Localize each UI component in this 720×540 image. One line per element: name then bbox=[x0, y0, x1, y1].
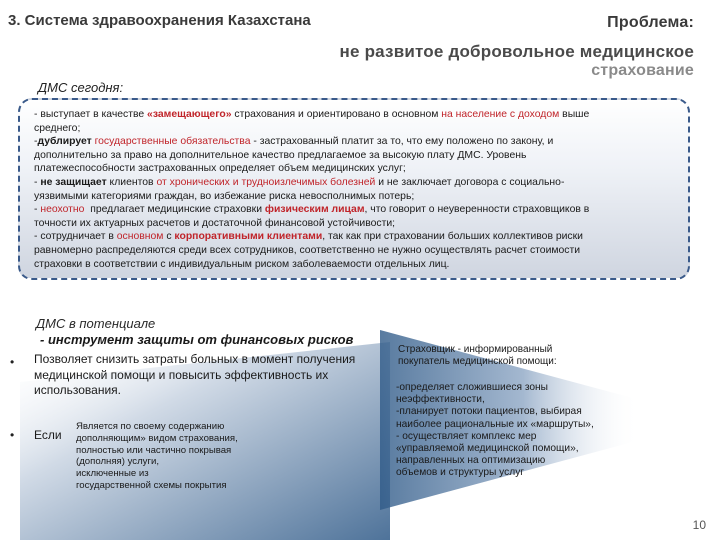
today-text-line bbox=[34, 190, 682, 204]
today-text-segment: - застрахованный платит за то, что ему положено по закону, и bbox=[250, 136, 554, 148]
today-text-segment: страхования и ориентировано в основном bbox=[231, 109, 442, 120]
insurer-list-line: -планирует потоки пациентов, выбирая bbox=[396, 406, 582, 418]
problem-title: Проблема: bbox=[607, 14, 694, 31]
slide-title: 3. Система здравоохранения Казахстана bbox=[8, 12, 311, 29]
today-text-line bbox=[34, 217, 682, 231]
bullet1-text: Позволяет снизить затраты больных в момент получения медицинской помощи и повысить эффективность их использования. bbox=[34, 352, 356, 397]
today-text-segment: страховки в соответствии с индивидуальным риском заболеваемости отдельных лиц. bbox=[34, 258, 450, 270]
note-line: государственной схемы покрытия bbox=[76, 479, 227, 491]
today-text-segment: - выступает в качестве bbox=[34, 109, 148, 120]
insurer-functions-list bbox=[396, 382, 636, 480]
today-text-segment: корпоративными клиентами bbox=[174, 231, 323, 243]
today-text-line bbox=[34, 108, 682, 122]
bullet-icon: • bbox=[10, 428, 15, 442]
bullet-icon: • bbox=[10, 355, 15, 369]
today-text-segment: платежеспособности застрахованных определяет объем медицинских услуг; bbox=[34, 163, 406, 175]
dms-potential-heading: ДМС в потенциале bbox=[36, 316, 156, 331]
today-text-segment: и не заключает договора с социально- bbox=[375, 176, 565, 188]
today-text-segment: государственные обязательства bbox=[94, 136, 251, 148]
note-line: (дополняя) услуги, bbox=[76, 456, 159, 468]
insurer-list-line: объемов и структуры услуг bbox=[396, 467, 525, 479]
today-text-segment: на население с доходом bbox=[441, 109, 560, 120]
today-text-segment: - bbox=[34, 136, 38, 148]
today-text-segment: предлагает медицинские страховки bbox=[84, 204, 265, 216]
today-text-line bbox=[34, 230, 682, 244]
dms-today-text bbox=[34, 108, 682, 271]
today-text-line bbox=[34, 162, 682, 176]
today-text-line bbox=[34, 122, 682, 136]
today-text-segment: уязвимыми категориями граждан, во избежание риска невосполнимых потерь; bbox=[34, 190, 415, 202]
insurer-heading-line: Страховщик - информированный bbox=[398, 344, 553, 355]
page-number: 10 bbox=[692, 518, 706, 532]
today-text-segment: среднего; bbox=[34, 122, 81, 134]
today-text-line bbox=[34, 203, 682, 217]
insurer-heading-line: покупатель медицинской помощи: bbox=[398, 356, 557, 368]
dms-potential-subheading: - инструмент защиты от финансовых рисков bbox=[40, 332, 354, 347]
today-text-segment: равномерно распределяются среди всех сотрудников, соответственно не нужно осуществлять расчет стоимости bbox=[34, 244, 581, 256]
today-text-line bbox=[34, 135, 682, 149]
today-text-line bbox=[34, 258, 682, 272]
insurer-list-line: «управляемой медицинской помощи», bbox=[396, 443, 579, 455]
today-text-segment: клиентов bbox=[106, 176, 157, 188]
insurer-heading bbox=[398, 344, 628, 368]
insurer-list-line: -определяет сложившиеся зоны bbox=[396, 382, 549, 393]
today-text-segment: выше bbox=[559, 109, 590, 120]
problem-subtitle-line2: страхование bbox=[591, 62, 694, 79]
insurer-list-line: наиболее рациональные их «маршруты», bbox=[396, 418, 594, 430]
today-text-segment: - bbox=[34, 204, 41, 216]
insurer-list-line: направленных на оптимизацию bbox=[396, 455, 546, 467]
today-text-line bbox=[34, 176, 682, 190]
insurer-list-line: - осуществляет комплекс мер bbox=[396, 430, 537, 442]
today-text-segment: неохотно bbox=[40, 204, 85, 216]
today-text-segment: , что говорит о неуверенности страховщиков в bbox=[364, 204, 590, 216]
today-text-segment: не защищает bbox=[40, 176, 107, 188]
today-text-segment: от хронических и труднoизлечимых болезней bbox=[156, 176, 376, 188]
today-text-segment: точности их актуарных расчетов и достаточной финансовой устойчивости; bbox=[34, 217, 396, 229]
today-text-line bbox=[34, 244, 682, 258]
note-line: полностью или частично покрывая bbox=[76, 444, 232, 456]
today-text-segment: , так как при страховании больших коллективов риски bbox=[322, 231, 583, 243]
today-text-line bbox=[34, 149, 682, 163]
dms-today-heading: ДМС сегодня: bbox=[38, 80, 124, 95]
today-text-segment: дублирует bbox=[37, 136, 92, 148]
problem-subtitle-line1: не развитое добровольное медицинское bbox=[339, 42, 694, 61]
note-line: Является по своему содержанию bbox=[76, 421, 225, 432]
today-text-segment: с bbox=[163, 231, 175, 243]
bullet2-lead: Если bbox=[34, 428, 62, 442]
note-line: дополняющим» видом страхования, bbox=[76, 432, 238, 444]
note-line: исключенные из bbox=[76, 468, 149, 480]
today-text-segment: физическим лицам bbox=[264, 204, 365, 216]
today-text-segment: дополнительно за право на дополнительное качество предлагаемое за высокую плату ДМС. Уровень bbox=[34, 149, 527, 161]
supplementary-insurance-note bbox=[76, 421, 286, 492]
today-text-segment: - сотрудничает в bbox=[34, 231, 117, 243]
today-text-segment: «замещающего» bbox=[147, 109, 232, 120]
today-text-segment: - bbox=[34, 176, 41, 188]
today-text-segment: основном bbox=[116, 231, 164, 243]
insurer-list-line: неэффективности, bbox=[396, 394, 485, 406]
